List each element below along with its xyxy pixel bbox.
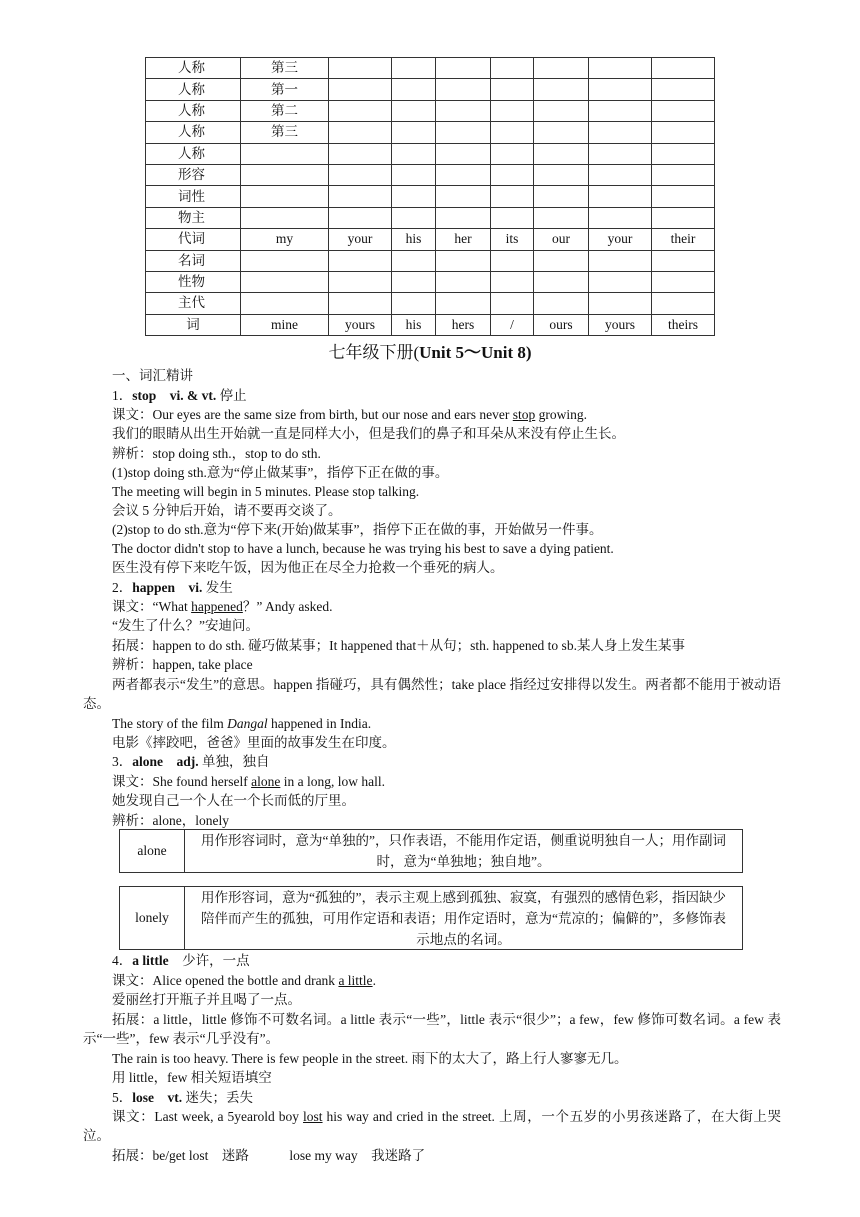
- table-cell: [534, 271, 589, 292]
- table-cell: 人称: [146, 143, 241, 164]
- table-cell: [652, 186, 715, 207]
- table-row: [146, 100, 715, 121]
- text-line: 拓展：be/get lost 迷路 lose my way 我迷路了: [112, 1148, 426, 1163]
- table-cell: 第二: [241, 100, 329, 121]
- table-cell: [589, 186, 652, 207]
- table-cell: [436, 271, 491, 292]
- table-row: [146, 186, 715, 207]
- table-cell: [652, 207, 715, 228]
- text-line: 辨析：stop doing sth.，stop to do sth.: [112, 446, 321, 461]
- table-cell: [392, 186, 436, 207]
- table-cell: [491, 271, 534, 292]
- compare-text: 用作形容词，意为“孤独的”，表示主观上感到孤独、寂寞，有强烈的感情色彩，指因缺少陪伴而产生的孤独，可用作定语和表语；用作定语时，意为“荒凉的；偏僻的”，多修饰表示地点的名词。: [201, 889, 726, 947]
- table-row: [146, 58, 715, 79]
- table-cell: [652, 293, 715, 314]
- table-cell: [392, 143, 436, 164]
- table-cell: [491, 293, 534, 314]
- table-cell: [392, 293, 436, 314]
- text-paragraph: 课文：Last week, a 5yearold boy lost his way and cried in the street. 上周，一个五岁的小男孩迷路了，在大街上哭泣。: [83, 1109, 781, 1143]
- table-cell: [241, 250, 329, 271]
- table-row: [146, 164, 715, 185]
- compare-key: alone: [120, 830, 185, 872]
- table-cell: 人称: [146, 100, 241, 121]
- table-cell: [534, 100, 589, 121]
- table-row: [146, 271, 715, 292]
- table-cell: [491, 186, 534, 207]
- table-cell: [491, 207, 534, 228]
- table-cell: [589, 164, 652, 185]
- table-cell: [329, 58, 392, 79]
- table-cell: [436, 79, 491, 100]
- table-cell: 名词: [146, 250, 241, 271]
- table-cell: my: [241, 229, 329, 250]
- table-row: [146, 250, 715, 271]
- table-row: [146, 229, 715, 250]
- text-line: 辨析：happen, take place: [112, 657, 253, 672]
- table-cell: [491, 79, 534, 100]
- text-line: (1)stop doing sth.意为“停止做某事”，指停下正在做的事。: [112, 465, 449, 480]
- compare-text: 用作形容词时，意为“单独的”，只作表语，不能用作定语，侧重说明独自一人；用作副词时，意为“单独地；独自地”。: [201, 833, 726, 869]
- table-cell: [329, 207, 392, 228]
- table-cell: [436, 122, 491, 143]
- table-cell: mine: [241, 314, 329, 335]
- table-cell: [589, 79, 652, 100]
- entry-happen-heading: 2．happen vi. 发生: [112, 580, 233, 595]
- text-line: 我们的眼睛从出生开始就一直是同样大小，但是我们的鼻子和耳朵从来没有停止生长。: [112, 426, 625, 441]
- table-cell: [534, 207, 589, 228]
- table-cell: [534, 293, 589, 314]
- table-cell: [534, 58, 589, 79]
- table-cell: [329, 143, 392, 164]
- table-cell: her: [436, 229, 491, 250]
- text-line: 课文：Our eyes are the same size from birth, but our nose and ears never stop growing.: [112, 407, 588, 422]
- table-cell: 物主: [146, 207, 241, 228]
- table-cell: 人称: [146, 79, 241, 100]
- table-cell: [652, 250, 715, 271]
- table-cell: 词性: [146, 186, 241, 207]
- table-cell: [589, 122, 652, 143]
- entry-stop-heading: 1．stop vi. & vt. 停止: [112, 388, 247, 403]
- table-cell: your: [329, 229, 392, 250]
- table-cell: 第三: [241, 122, 329, 143]
- table-row: [146, 314, 715, 335]
- table-cell: [652, 122, 715, 143]
- table-cell: his: [392, 314, 436, 335]
- table-cell: [589, 293, 652, 314]
- text-line: 用 little，few 相关短语填空: [112, 1070, 272, 1085]
- table-cell: [652, 58, 715, 79]
- table-cell: 代词: [146, 229, 241, 250]
- table-cell: [329, 293, 392, 314]
- table-cell: [329, 164, 392, 185]
- table-cell: [436, 100, 491, 121]
- table-cell: [392, 122, 436, 143]
- pronoun-table: [145, 57, 715, 336]
- table-cell: his: [392, 229, 436, 250]
- table-cell: their: [652, 229, 715, 250]
- table-cell: 人称: [146, 122, 241, 143]
- text-paragraph: 拓展：a little，little 修饰不可数名词。a little 表示“一些”，little 表示“很少”；a few，few 修饰可数名词。a few 表示“一些”，few 表示“几乎没有”。: [83, 1012, 781, 1046]
- table-row: [146, 207, 715, 228]
- table-cell: ours: [534, 314, 589, 335]
- text-line: 课文：She found herself alone in a long, low hall.: [112, 774, 385, 789]
- table-cell: 形容: [146, 164, 241, 185]
- text-line: The story of the film Dangal happened in India.: [112, 716, 372, 731]
- entry-alittle-heading: 4．a little 少许，一点: [112, 953, 250, 968]
- table-cell: [392, 164, 436, 185]
- text-line: The doctor didn't stop to have a lunch, because he was trying his best to save a dying patient.: [112, 541, 614, 556]
- table-cell: [241, 271, 329, 292]
- table-cell: [589, 100, 652, 121]
- table-cell: [589, 58, 652, 79]
- heading-vocab: 一、词汇精讲: [112, 368, 193, 383]
- table-cell: 第一: [241, 79, 329, 100]
- table-cell: [241, 207, 329, 228]
- text-line: 医生没有停下来吃午饭，因为他正在尽全力抢救一个垂死的病人。: [112, 560, 504, 575]
- table-cell: [436, 186, 491, 207]
- table-cell: [652, 100, 715, 121]
- table-cell: our: [534, 229, 589, 250]
- table-cell: 第三: [241, 58, 329, 79]
- text-line: 拓展：happen to do sth. 碰巧做某事；It happened that＋从句；sth. happened to sb.某人身上发生某事: [112, 638, 685, 653]
- table-cell: [491, 143, 534, 164]
- table-cell: 人称: [146, 58, 241, 79]
- text-line: 辨析：alone，lonely: [112, 813, 229, 828]
- table-cell: yours: [589, 314, 652, 335]
- table-cell: your: [589, 229, 652, 250]
- table-cell: [241, 186, 329, 207]
- text-line: 会议 5 分钟后开始，请不要再交谈了。: [112, 503, 342, 518]
- text-line: The meeting will begin in 5 minutes. Please stop talking.: [112, 484, 420, 499]
- table-cell: [652, 271, 715, 292]
- table-cell: 词: [146, 314, 241, 335]
- table-cell: [491, 250, 534, 271]
- table-cell: hers: [436, 314, 491, 335]
- table-cell: [436, 293, 491, 314]
- table-cell: its: [491, 229, 534, 250]
- table-cell: [329, 186, 392, 207]
- table-cell: [241, 143, 329, 164]
- table-cell: [329, 271, 392, 292]
- table-cell: [491, 122, 534, 143]
- compare-box-lonely: [119, 886, 743, 950]
- table-cell: [329, 250, 392, 271]
- text-line: 爱丽丝打开瓶子并且喝了一点。: [112, 992, 301, 1007]
- table-cell: [392, 271, 436, 292]
- table-cell: [491, 100, 534, 121]
- table-cell: [652, 164, 715, 185]
- table-cell: [436, 143, 491, 164]
- table-row: [146, 79, 715, 100]
- text-line: 她发现自己一个人在一个长而低的厅里。: [112, 793, 355, 808]
- text-line: 课文：“What happened？” Andy asked.: [112, 599, 333, 614]
- text-line: 电影《摔跤吧，爸爸》里面的故事发生在印度。: [112, 735, 396, 750]
- table-cell: [534, 79, 589, 100]
- table-cell: [589, 143, 652, 164]
- table-row: [146, 293, 715, 314]
- section-title: 七年级下册(Unit 5～Unit 8): [328, 343, 532, 362]
- compare-key: lonely: [120, 887, 185, 949]
- table-cell: [534, 143, 589, 164]
- table-cell: [392, 250, 436, 271]
- table-cell: [534, 186, 589, 207]
- table-cell: [392, 100, 436, 121]
- table-cell: [392, 58, 436, 79]
- table-cell: [491, 58, 534, 79]
- table-cell: [589, 207, 652, 228]
- table-cell: [329, 100, 392, 121]
- table-cell: [589, 271, 652, 292]
- table-cell: [329, 79, 392, 100]
- text-line: 课文：Alice opened the bottle and drank a little.: [112, 973, 376, 988]
- table-row: [146, 143, 715, 164]
- table-cell: 主代: [146, 293, 241, 314]
- table-cell: theirs: [652, 314, 715, 335]
- table-cell: [534, 164, 589, 185]
- table-cell: [436, 207, 491, 228]
- table-cell: [589, 250, 652, 271]
- table-cell: [392, 207, 436, 228]
- table-row: [146, 122, 715, 143]
- table-cell: [436, 58, 491, 79]
- entry-alone-heading: 3．alone adj. 单独，独自: [112, 754, 270, 769]
- table-cell: [534, 250, 589, 271]
- entry-lose-heading: 5．lose vt. 迷失；丢失: [112, 1090, 253, 1105]
- table-cell: [652, 79, 715, 100]
- table-cell: /: [491, 314, 534, 335]
- table-cell: [491, 164, 534, 185]
- table-cell: [241, 164, 329, 185]
- table-cell: [436, 250, 491, 271]
- table-cell: [652, 143, 715, 164]
- compare-box-alone: [119, 829, 743, 873]
- table-cell: [329, 122, 392, 143]
- table-cell: [436, 164, 491, 185]
- table-cell: 性物: [146, 271, 241, 292]
- text-line: The rain is too heavy. There is few people in the street. 雨下的太大了，路上行人寥寥无几。: [112, 1051, 628, 1066]
- table-cell: [534, 122, 589, 143]
- table-cell: [392, 79, 436, 100]
- table-cell: yours: [329, 314, 392, 335]
- text-line: “发生了什么？”安迪问。: [112, 618, 259, 633]
- text-line: (2)stop to do sth.意为“停下来(开始)做某事”，指停下正在做的事，开始做另一件事。: [112, 522, 603, 537]
- text-paragraph: 两者都表示“发生”的意思。happen 指碰巧，具有偶然性；take place 指经过安排得以发生。两者都不能用于被动语态。: [83, 677, 781, 711]
- table-cell: [241, 293, 329, 314]
